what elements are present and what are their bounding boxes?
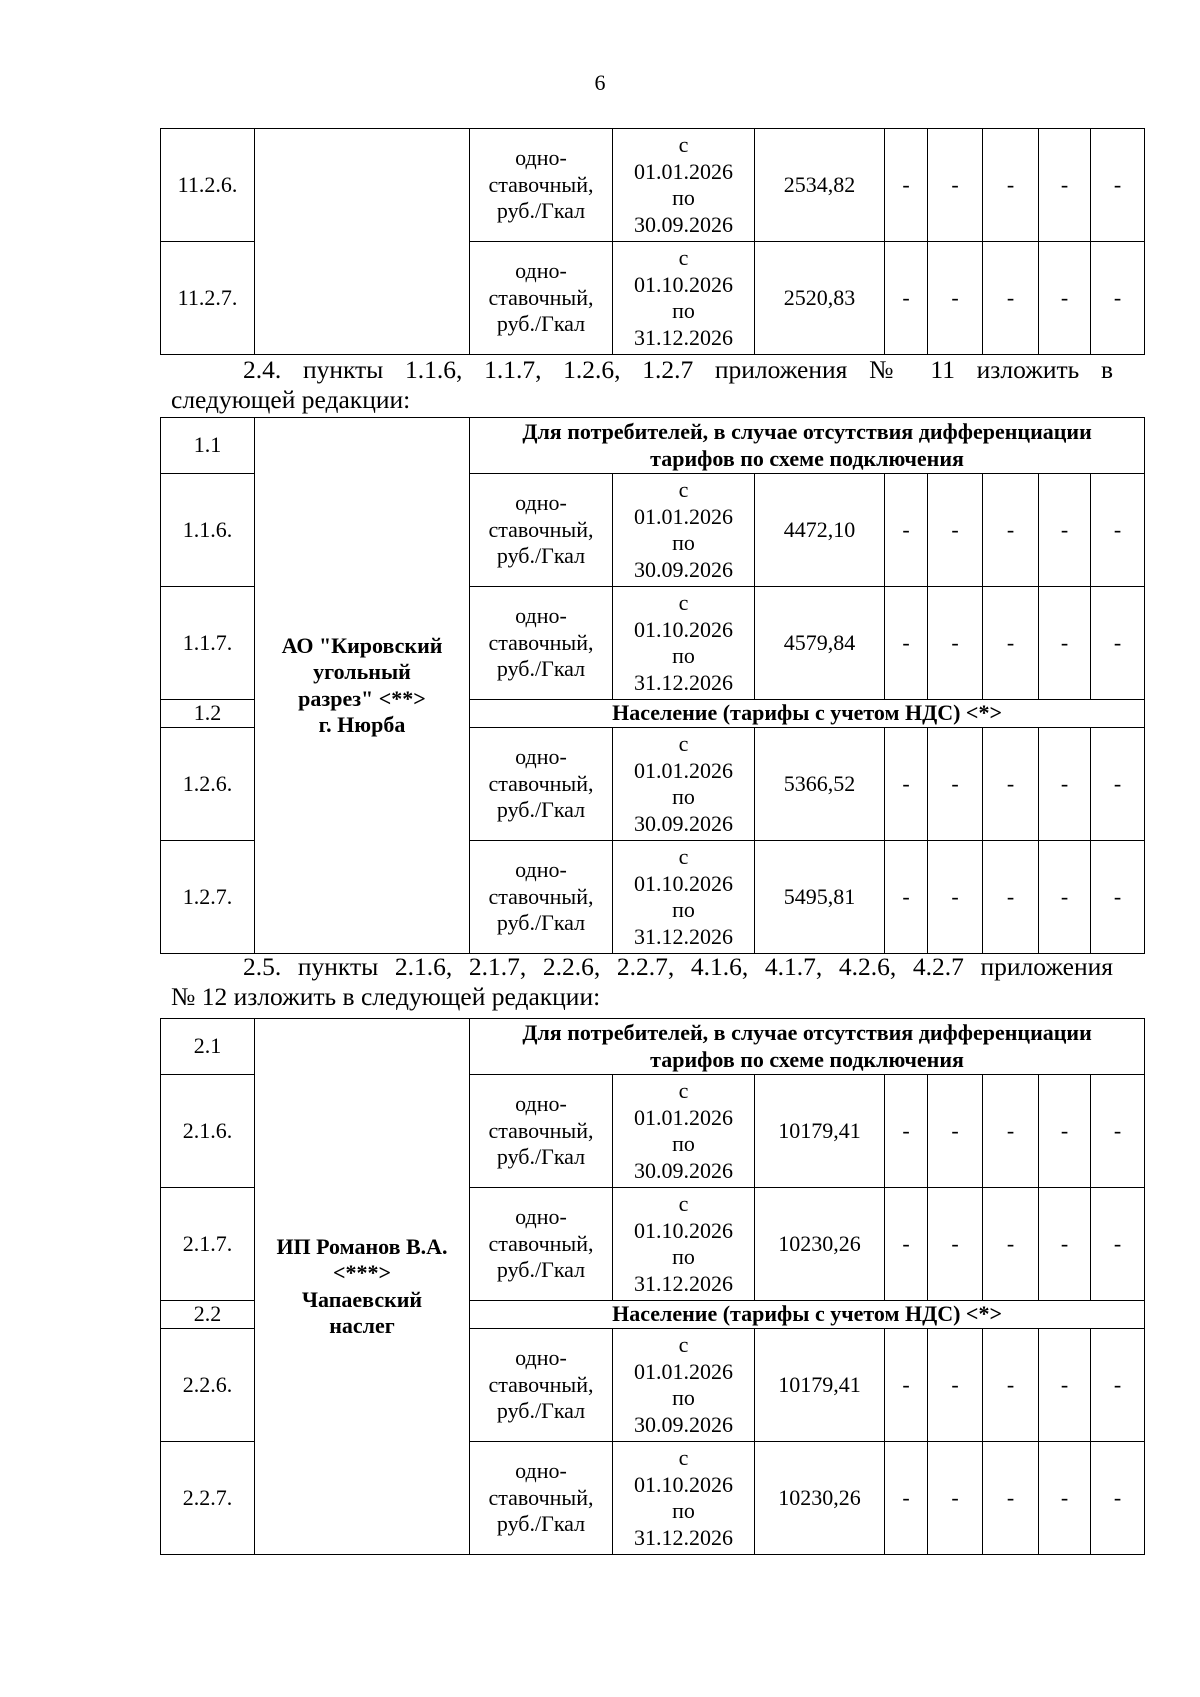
empty-value: -: [1039, 841, 1091, 954]
empty-value: -: [1039, 474, 1091, 587]
period: с 01.01.2026 по 30.09.2026: [613, 1329, 755, 1442]
tariff-type: одно- ставочный, руб./Гкал: [470, 728, 613, 841]
tariff-type: одно- ставочный, руб./Гкал: [470, 242, 613, 355]
paragraph-2-4: 2.4. пункты 1.1.6, 1.1.7, 1.2.6, 1.2.7 приложения № 11 изложить в следующей редакции:: [171, 355, 1113, 414]
empty-value: -: [885, 728, 928, 841]
organization-name: АО "Кировский угольный разрез" <**> г. Нюрба: [255, 418, 470, 954]
empty-value: -: [928, 1075, 983, 1188]
tariff-value: 10230,26: [755, 1188, 885, 1301]
empty-value: -: [928, 1329, 983, 1442]
empty-value: -: [885, 1188, 928, 1301]
empty-value: -: [983, 1075, 1039, 1188]
tariff-type: одно- ставочный, руб./Гкал: [470, 1188, 613, 1301]
empty-value: -: [983, 587, 1039, 700]
empty-value: -: [1039, 1442, 1091, 1555]
empty-value: -: [885, 242, 928, 355]
empty-value: -: [983, 728, 1039, 841]
empty-value: -: [983, 242, 1039, 355]
empty-value: -: [983, 1188, 1039, 1301]
row-number: 2.2.7.: [161, 1442, 255, 1555]
period: с 01.01.2026 по 30.09.2026: [613, 728, 755, 841]
empty-value: -: [928, 242, 983, 355]
section-header-row: [161, 418, 1145, 474]
empty-value: -: [885, 587, 928, 700]
section-number: 2.1: [161, 1019, 255, 1075]
row-number: 2.1.6.: [161, 1075, 255, 1188]
period: с 01.01.2026 по 30.09.2026: [613, 1075, 755, 1188]
section-title: Для потребителей, в случае отсутствия дифференциации тарифов по схеме подключения: [470, 1019, 1145, 1075]
empty-value: -: [928, 1188, 983, 1301]
empty-value: -: [1091, 728, 1145, 841]
empty-value: -: [1091, 1075, 1145, 1188]
empty-value: -: [1091, 841, 1145, 954]
row-number: 2.1.7.: [161, 1188, 255, 1301]
tariff-type: одно- ставочный, руб./Гкал: [470, 474, 613, 587]
empty-value: -: [1039, 1329, 1091, 1442]
empty-value: -: [928, 728, 983, 841]
empty-value: -: [928, 841, 983, 954]
empty-value: -: [1039, 1188, 1091, 1301]
organization-cell: [255, 129, 470, 355]
row-number: 1.2.7.: [161, 841, 255, 954]
tariff-type: одно- ставочный, руб./Гкал: [470, 1442, 613, 1555]
section-title: Население (тарифы с учетом НДС) <*>: [470, 1301, 1145, 1329]
row-number: 11.2.6.: [161, 129, 255, 242]
row-number: 1.2.6.: [161, 728, 255, 841]
empty-value: -: [885, 1442, 928, 1555]
period: с 01.10.2026 по 31.12.2026: [613, 587, 755, 700]
empty-value: -: [1091, 242, 1145, 355]
empty-value: -: [1039, 587, 1091, 700]
section-number: 1.2: [161, 700, 255, 728]
empty-value: -: [885, 129, 928, 242]
tariff-table-continuation: [160, 128, 1145, 355]
tariff-type: одно- ставочный, руб./Гкал: [470, 129, 613, 242]
empty-value: -: [1091, 474, 1145, 587]
empty-value: -: [1091, 587, 1145, 700]
period: с 01.10.2026 по 31.12.2026: [613, 1442, 755, 1555]
section-number: 2.2: [161, 1301, 255, 1329]
empty-value: -: [983, 1442, 1039, 1555]
tariff-value: 10179,41: [755, 1075, 885, 1188]
paragraph-2-5: 2.5. пункты 2.1.6, 2.1.7, 2.2.6, 2.2.7, 4.1.6, 4.1.7, 4.2.6, 4.2.7 приложения № 12 изложить в следующей редакции:: [171, 952, 1113, 1011]
tariff-type: одно- ставочный, руб./Гкал: [470, 587, 613, 700]
tariff-type: одно- ставочный, руб./Гкал: [470, 1075, 613, 1188]
empty-value: -: [983, 841, 1039, 954]
tariff-value: 4472,10: [755, 474, 885, 587]
row-number: 2.2.6.: [161, 1329, 255, 1442]
empty-value: -: [1091, 1442, 1145, 1555]
empty-value: -: [1039, 1075, 1091, 1188]
empty-value: -: [1091, 1188, 1145, 1301]
row-number: 1.1.7.: [161, 587, 255, 700]
section-title: Население (тарифы с учетом НДС) <*>: [470, 700, 1145, 728]
table-row: [161, 129, 1145, 242]
empty-value: -: [1039, 728, 1091, 841]
row-number: 1.1.6.: [161, 474, 255, 587]
empty-value: -: [885, 1329, 928, 1442]
period: с 01.10.2026 по 31.12.2026: [613, 1188, 755, 1301]
empty-value: -: [983, 129, 1039, 242]
tariff-value: 10179,41: [755, 1329, 885, 1442]
empty-value: -: [1039, 242, 1091, 355]
tariff-value: 5495,81: [755, 841, 885, 954]
period: с 01.10.2026 по 31.12.2026: [613, 841, 755, 954]
tariff-type: одно- ставочный, руб./Гкал: [470, 841, 613, 954]
tariff-table-appendix-12: [160, 1018, 1145, 1555]
section-number: 1.1: [161, 418, 255, 474]
empty-value: -: [1091, 129, 1145, 242]
empty-value: -: [1091, 1329, 1145, 1442]
empty-value: -: [928, 587, 983, 700]
tariff-value: 5366,52: [755, 728, 885, 841]
page-number: 6: [594, 70, 606, 95]
row-number: 11.2.7.: [161, 242, 255, 355]
empty-value: -: [928, 129, 983, 242]
organization-name: ИП Романов В.А. <***> Чапаевский наслег: [255, 1019, 470, 1555]
tariff-value: 2534,82: [755, 129, 885, 242]
tariff-value: 2520,83: [755, 242, 885, 355]
empty-value: -: [1039, 129, 1091, 242]
period: с 01.01.2026 по 30.09.2026: [613, 129, 755, 242]
period: с 01.10.2026 по 31.12.2026: [613, 242, 755, 355]
section-header-row: [161, 1019, 1145, 1075]
empty-value: -: [885, 474, 928, 587]
empty-value: -: [885, 841, 928, 954]
tariff-table-appendix-11: [160, 417, 1145, 954]
empty-value: -: [928, 474, 983, 587]
empty-value: -: [885, 1075, 928, 1188]
tariff-value: 10230,26: [755, 1442, 885, 1555]
tariff-value: 4579,84: [755, 587, 885, 700]
section-title: Для потребителей, в случае отсутствия дифференциации тарифов по схеме подключения: [470, 418, 1145, 474]
period: с 01.01.2026 по 30.09.2026: [613, 474, 755, 587]
empty-value: -: [983, 474, 1039, 587]
empty-value: -: [983, 1329, 1039, 1442]
empty-value: -: [928, 1442, 983, 1555]
tariff-type: одно- ставочный, руб./Гкал: [470, 1329, 613, 1442]
